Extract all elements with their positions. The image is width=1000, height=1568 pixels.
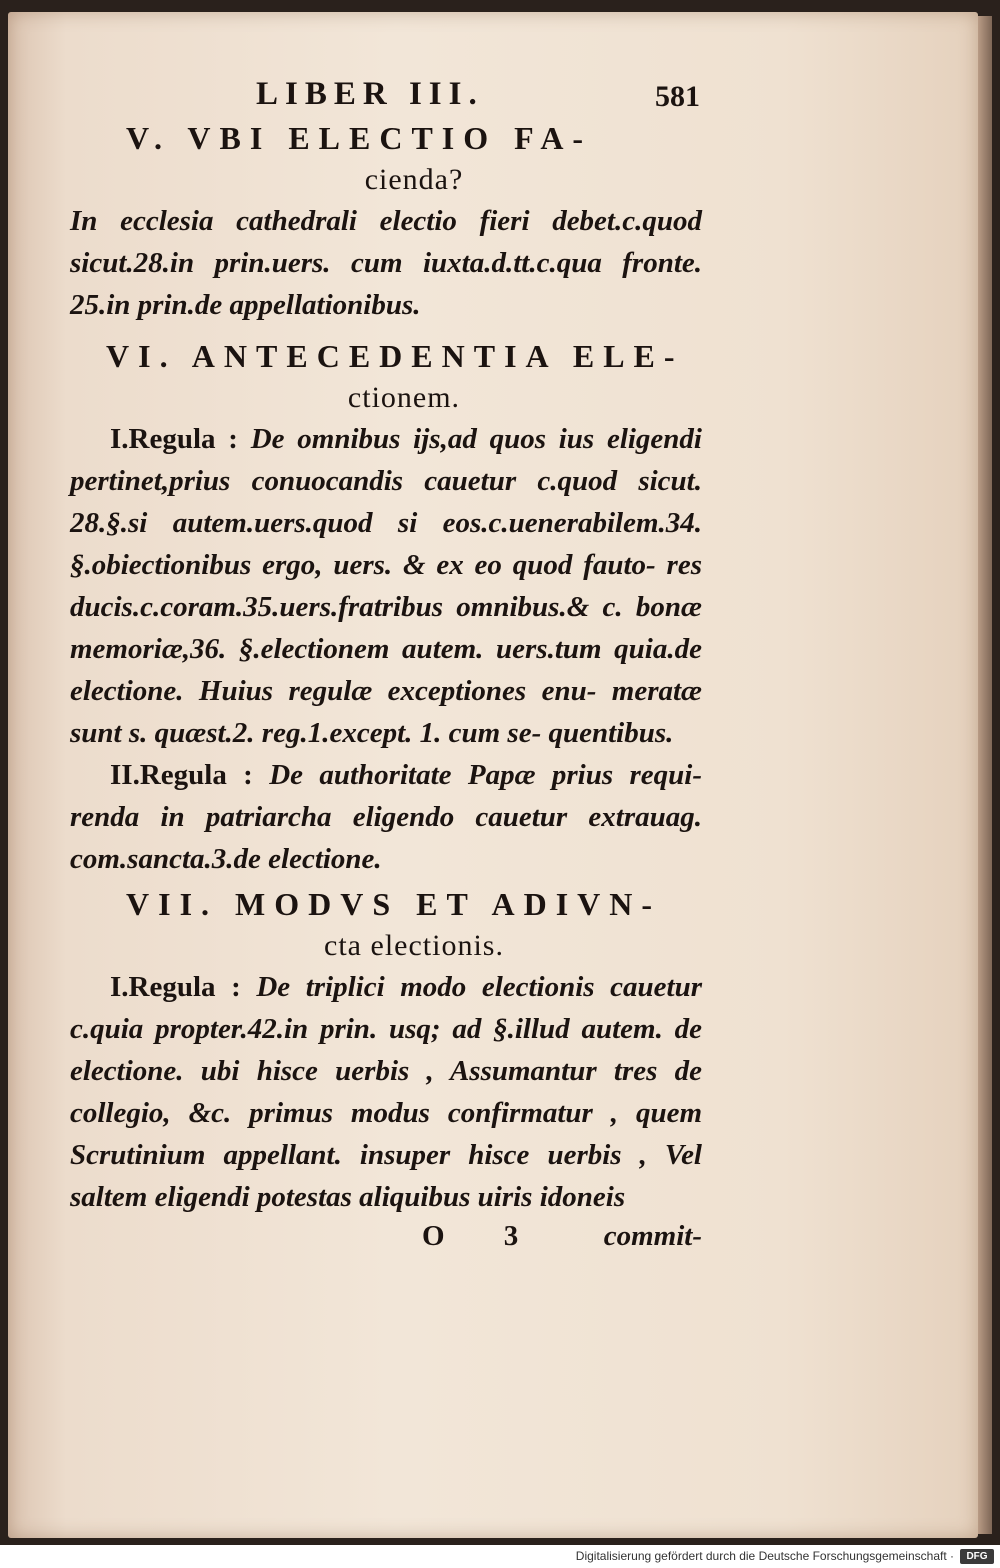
rule-paragraph xyxy=(70,966,702,1218)
signature-mark: O 3 xyxy=(422,1220,545,1252)
section-heading-vii xyxy=(70,884,702,966)
paragraph-v: In ecclesia cathedrali electio fieri debet.c.quod sicut.28.in prin.uers. cum iuxta.d.tt.c.qua fronte. 25.in prin.de appellationibus. xyxy=(70,205,702,321)
page-edge xyxy=(978,16,992,1534)
heading-continuation: cta electionis. xyxy=(324,929,504,962)
heading-text: V. VBI ELECTIO FA- xyxy=(126,120,593,156)
funding-credit: Digitalisierung gefördert durch die Deutsche Forschungsgemeinschaft · xyxy=(575,1549,954,1563)
running-title: LIBER III. xyxy=(256,76,484,112)
section-heading-v xyxy=(70,118,702,200)
section-heading-vi xyxy=(70,336,702,418)
dfg-logo: DFG xyxy=(960,1549,994,1564)
rule-label: I.Regula : xyxy=(110,971,241,1003)
rule-label: II.Regula : xyxy=(110,759,253,791)
catchline xyxy=(70,1220,702,1260)
rule-text: De triplici modo electionis cauetur c.quia propter.42.in prin. usq; ad §.illud autem. de electione. ubi hisce uerbis , Assumantur tres de collegio, &c. primus modus confirmatur , quem Scrutinium appellant. insuper hisce uerbis , Vel saltem eligendi potestas aliquibus uiris idoneis xyxy=(70,971,702,1213)
rule-text: De authoritate Papæ prius requi- renda in patriarcha eligendo cauetur extrauag. com.sancta.3.de electione. xyxy=(70,759,702,875)
rule-text: De omnibus ijs,ad quos ius eligendi pertinet,prius conuocandis cauetur c.quod sicut. 28.§.si autem.uers.quod si eos.c.uenerabilem.34. §.obiectionibus ergo, uers. & ex eo quod fauto- res ducis.c.coram.35.uers.fratribus omnibus.& c. bonæ memoriæ,36. §.electionem autem. uers.tum quia.de electione. Huius regulæ exceptiones enu- meratæ sunt s. quæst.2. reg.1.except. 1. cum se- quentibus. xyxy=(70,423,702,749)
footer-bar xyxy=(0,1545,1000,1568)
rule-paragraph xyxy=(70,754,702,880)
text-block xyxy=(70,74,702,1260)
rule-paragraph xyxy=(70,418,702,754)
running-head xyxy=(70,74,702,118)
page-number: 581 xyxy=(655,80,700,113)
catchword: commit- xyxy=(603,1220,702,1252)
heading-continuation: cienda? xyxy=(364,163,464,196)
heading-continuation: ctionem. xyxy=(347,381,461,414)
rule-label: I.Regula : xyxy=(110,423,238,455)
heading-text: VI. ANTECEDENTIA ELE- xyxy=(106,338,684,374)
heading-text: VII. MODVS ET ADIVN- xyxy=(126,886,662,922)
